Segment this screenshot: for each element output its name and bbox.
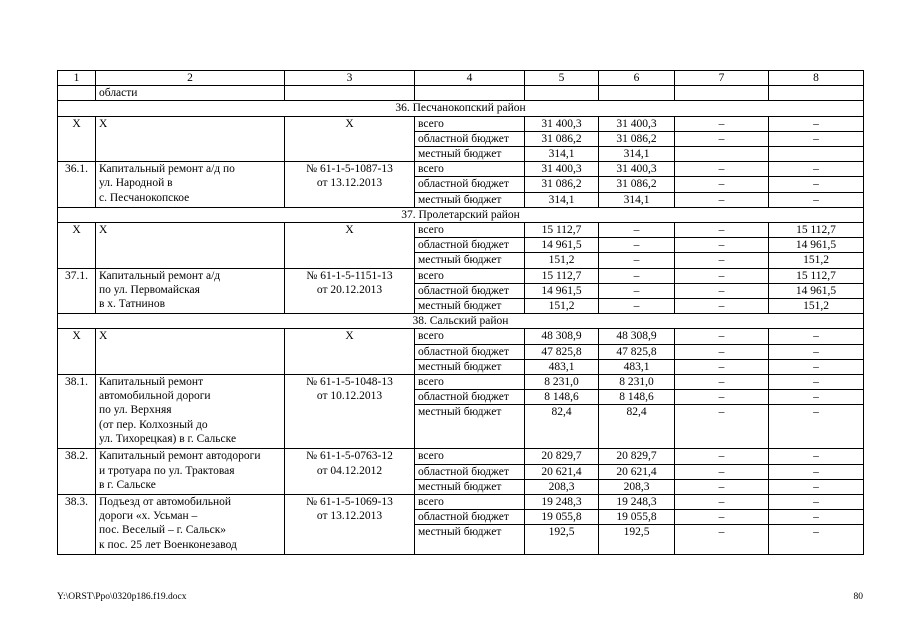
value-cell-v6: 31 400,3 <box>599 116 675 131</box>
value-cell-v6: 208,3 <box>599 479 675 494</box>
budget-type-cell: всего <box>415 449 525 464</box>
value-cell-v6: 82,4 <box>599 405 675 449</box>
section-row <box>58 207 864 222</box>
value-cell-v5: 47 825,8 <box>525 344 599 359</box>
value-cell-v6: 48 308,9 <box>599 329 675 344</box>
empty-cell <box>525 86 599 101</box>
value-cell-v7: – <box>675 238 769 253</box>
value-cell-v8: – <box>769 116 864 131</box>
value-cell-v7: – <box>675 359 769 374</box>
value-cell-v5: 192,5 <box>525 525 599 555</box>
value-cell-v5: 20 621,4 <box>525 464 599 479</box>
value-cell-v6: – <box>599 223 675 238</box>
table-row <box>58 116 864 131</box>
value-cell-v8: – <box>769 495 864 510</box>
value-cell-v7: – <box>675 525 769 555</box>
row-number-cell: Х <box>58 329 96 375</box>
value-cell-v8: 151,2 <box>769 299 864 314</box>
budget-type-cell: всего <box>415 375 525 390</box>
value-cell-v6: 20 621,4 <box>599 464 675 479</box>
value-cell-v6: 19 055,8 <box>599 510 675 525</box>
value-cell-v6: – <box>599 268 675 283</box>
value-cell-v5: 8 231,0 <box>525 375 599 390</box>
table-row <box>58 162 864 177</box>
contract-cell: Х <box>285 329 415 375</box>
value-cell-v8: – <box>769 359 864 374</box>
value-cell-v8: – <box>769 405 864 449</box>
value-cell-v7: – <box>675 253 769 268</box>
value-cell-v6: – <box>599 283 675 298</box>
object-name-cell: области <box>96 86 285 101</box>
object-name-cell: Х <box>96 116 285 162</box>
budget-type-cell: всего <box>415 162 525 177</box>
column-header-6: 6 <box>599 71 675 86</box>
value-cell-v7: – <box>675 390 769 405</box>
object-name-cell: Капитальный ремонт а/д по ул. Первомайская в х. Татнинов <box>96 268 285 314</box>
budget-type-cell: местный бюджет <box>415 359 525 374</box>
row-number-cell <box>58 86 96 101</box>
section-title: 37. Пролетарский район <box>58 207 864 222</box>
value-cell-v6: 314,1 <box>599 192 675 207</box>
value-cell-v7: – <box>675 283 769 298</box>
section-row <box>58 314 864 329</box>
value-cell-v6: 31 086,2 <box>599 177 675 192</box>
contract-cell: № 61-1-5-1151-13 от 20.12.2013 <box>285 268 415 314</box>
budget-type-cell: областной бюджет <box>415 131 525 146</box>
value-cell-v7: – <box>675 449 769 464</box>
row-number-cell: 36.1. <box>58 162 96 208</box>
value-cell-v7: – <box>675 299 769 314</box>
object-name-cell: Капитальный ремонт а/д по ул. Народной в с. Песчанокопское <box>96 162 285 208</box>
column-header-4: 4 <box>415 71 525 86</box>
section-title: 36. Песчанокопский район <box>58 101 864 116</box>
contract-cell: Х <box>285 223 415 269</box>
value-cell-v5: 483,1 <box>525 359 599 374</box>
budget-type-cell: местный бюджет <box>415 479 525 494</box>
value-cell-v7: – <box>675 268 769 283</box>
value-cell-v5: 19 248,3 <box>525 495 599 510</box>
value-cell-v8: 14 961,5 <box>769 238 864 253</box>
value-cell-v6: 483,1 <box>599 359 675 374</box>
column-header-3: 3 <box>285 71 415 86</box>
value-cell-v5: 314,1 <box>525 147 599 162</box>
value-cell-v6: 8 231,0 <box>599 375 675 390</box>
section-row <box>58 101 864 116</box>
row-number-cell: 38.1. <box>58 375 96 449</box>
value-cell-v8: 151,2 <box>769 253 864 268</box>
budget-type-cell: всего <box>415 268 525 283</box>
object-name-cell: Капитальный ремонт автомобильной дороги по ул. Верхняя (от пер. Колхозный до ул. Тихорецкая) в г. Сальске <box>96 375 285 449</box>
budget-type-cell: областной бюджет <box>415 510 525 525</box>
value-cell-v5: 48 308,9 <box>525 329 599 344</box>
column-header-1: 1 <box>58 71 96 86</box>
value-cell-v8: – <box>769 375 864 390</box>
value-cell-v5: 208,3 <box>525 479 599 494</box>
column-header-2: 2 <box>96 71 285 86</box>
object-name-cell: Капитальный ремонт автодороги и тротуара по ул. Трактовая в г. Сальске <box>96 449 285 495</box>
value-cell-v8: – <box>769 162 864 177</box>
value-cell-v6: – <box>599 238 675 253</box>
value-cell-v8: – <box>769 510 864 525</box>
budget-type-cell: местный бюджет <box>415 253 525 268</box>
budget-table <box>57 70 864 555</box>
empty-cell <box>415 86 525 101</box>
value-cell-v6: 314,1 <box>599 147 675 162</box>
value-cell-v8: – <box>769 390 864 405</box>
value-cell-v8: 15 112,7 <box>769 268 864 283</box>
value-cell-v5: 20 829,7 <box>525 449 599 464</box>
object-name-cell: Подъезд от автомобильной дороги «х. Усьман – пос. Веселый – г. Сальск» к пос. 25 лет Военконезавод <box>96 495 285 555</box>
object-name-cell: Х <box>96 223 285 269</box>
budget-type-cell: всего <box>415 223 525 238</box>
value-cell-v5: 151,2 <box>525 299 599 314</box>
value-cell-v7: – <box>675 223 769 238</box>
footer-page-number: 80 <box>853 592 863 602</box>
budget-type-cell: областной бюджет <box>415 177 525 192</box>
value-cell-v5: 19 055,8 <box>525 510 599 525</box>
value-cell-v5: 82,4 <box>525 405 599 449</box>
value-cell-v5: 14 961,5 <box>525 283 599 298</box>
table-row <box>58 495 864 510</box>
value-cell-v8: – <box>769 177 864 192</box>
object-name-cell: Х <box>96 329 285 375</box>
contract-cell: № 61-1-5-1087-13 от 13.12.2013 <box>285 162 415 208</box>
budget-type-cell: областной бюджет <box>415 238 525 253</box>
value-cell-v8: – <box>769 479 864 494</box>
row-number-cell: Х <box>58 116 96 162</box>
value-cell-v6: – <box>599 253 675 268</box>
value-cell-v8: – <box>769 344 864 359</box>
value-cell-v6: 20 829,7 <box>599 449 675 464</box>
budget-type-cell: всего <box>415 116 525 131</box>
budget-type-cell: местный бюджет <box>415 525 525 555</box>
budget-type-cell: областной бюджет <box>415 390 525 405</box>
budget-type-cell: областной бюджет <box>415 464 525 479</box>
value-cell-v7: – <box>675 375 769 390</box>
value-cell-v8: – <box>769 525 864 555</box>
value-cell-v6: 192,5 <box>599 525 675 555</box>
value-cell-v5: 31 400,3 <box>525 162 599 177</box>
value-cell-v7: – <box>675 495 769 510</box>
value-cell-v8 <box>769 147 864 162</box>
value-cell-v6: – <box>599 299 675 314</box>
table-row <box>58 375 864 390</box>
value-cell-v5: 314,1 <box>525 192 599 207</box>
row-number-cell: 37.1. <box>58 268 96 314</box>
column-header-7: 7 <box>675 71 769 86</box>
value-cell-v8: 14 961,5 <box>769 283 864 298</box>
empty-cell <box>599 86 675 101</box>
value-cell-v7: – <box>675 510 769 525</box>
contract-cell: № 61-1-5-1048-13 от 10.12.2013 <box>285 375 415 449</box>
row-number-cell: 38.2. <box>58 449 96 495</box>
budget-type-cell: областной бюджет <box>415 283 525 298</box>
row-number-cell: Х <box>58 223 96 269</box>
contract-cell: № 61-1-5-1069-13 от 13.12.2013 <box>285 495 415 555</box>
value-cell-v7: – <box>675 405 769 449</box>
value-cell-v7: – <box>675 131 769 146</box>
value-cell-v8: – <box>769 449 864 464</box>
value-cell-v7 <box>675 147 769 162</box>
contract-cell: № 61-1-5-0763-12 от 04.12.2012 <box>285 449 415 495</box>
value-cell-v5: 15 112,7 <box>525 223 599 238</box>
value-cell-v7: – <box>675 162 769 177</box>
value-cell-v5: 31 086,2 <box>525 131 599 146</box>
table-row <box>58 223 864 238</box>
empty-cell <box>769 86 864 101</box>
value-cell-v7: – <box>675 464 769 479</box>
value-cell-v5: 15 112,7 <box>525 268 599 283</box>
table-header-row <box>58 71 864 86</box>
table-row <box>58 86 864 101</box>
column-header-8: 8 <box>769 71 864 86</box>
value-cell-v8: – <box>769 329 864 344</box>
budget-type-cell: областной бюджет <box>415 344 525 359</box>
value-cell-v8: – <box>769 131 864 146</box>
empty-cell <box>285 86 415 101</box>
value-cell-v6: 19 248,3 <box>599 495 675 510</box>
value-cell-v8: 15 112,7 <box>769 223 864 238</box>
budget-type-cell: всего <box>415 329 525 344</box>
table-row <box>58 268 864 283</box>
budget-type-cell: местный бюджет <box>415 147 525 162</box>
section-title: 38. Сальский район <box>58 314 864 329</box>
value-cell-v7: – <box>675 177 769 192</box>
budget-type-cell: местный бюджет <box>415 192 525 207</box>
value-cell-v6: 31 086,2 <box>599 131 675 146</box>
row-number-cell: 38.3. <box>58 495 96 555</box>
contract-cell: Х <box>285 116 415 162</box>
value-cell-v6: 47 825,8 <box>599 344 675 359</box>
budget-type-cell: местный бюджет <box>415 405 525 449</box>
value-cell-v6: 8 148,6 <box>599 390 675 405</box>
value-cell-v5: 31 086,2 <box>525 177 599 192</box>
value-cell-v5: 31 400,3 <box>525 116 599 131</box>
value-cell-v7: – <box>675 116 769 131</box>
value-cell-v8: – <box>769 192 864 207</box>
budget-type-cell: местный бюджет <box>415 299 525 314</box>
table-row <box>58 449 864 464</box>
value-cell-v5: 151,2 <box>525 253 599 268</box>
value-cell-v5: 14 961,5 <box>525 238 599 253</box>
footer-file-path: Y:\ORST\Ppo\0320p186.f19.docx <box>57 592 187 602</box>
budget-type-cell: всего <box>415 495 525 510</box>
value-cell-v7: – <box>675 344 769 359</box>
column-header-5: 5 <box>525 71 599 86</box>
empty-cell <box>675 86 769 101</box>
value-cell-v7: – <box>675 479 769 494</box>
value-cell-v7: – <box>675 192 769 207</box>
value-cell-v5: 8 148,6 <box>525 390 599 405</box>
value-cell-v8: – <box>769 464 864 479</box>
value-cell-v7: – <box>675 329 769 344</box>
table-row <box>58 329 864 344</box>
value-cell-v6: 31 400,3 <box>599 162 675 177</box>
